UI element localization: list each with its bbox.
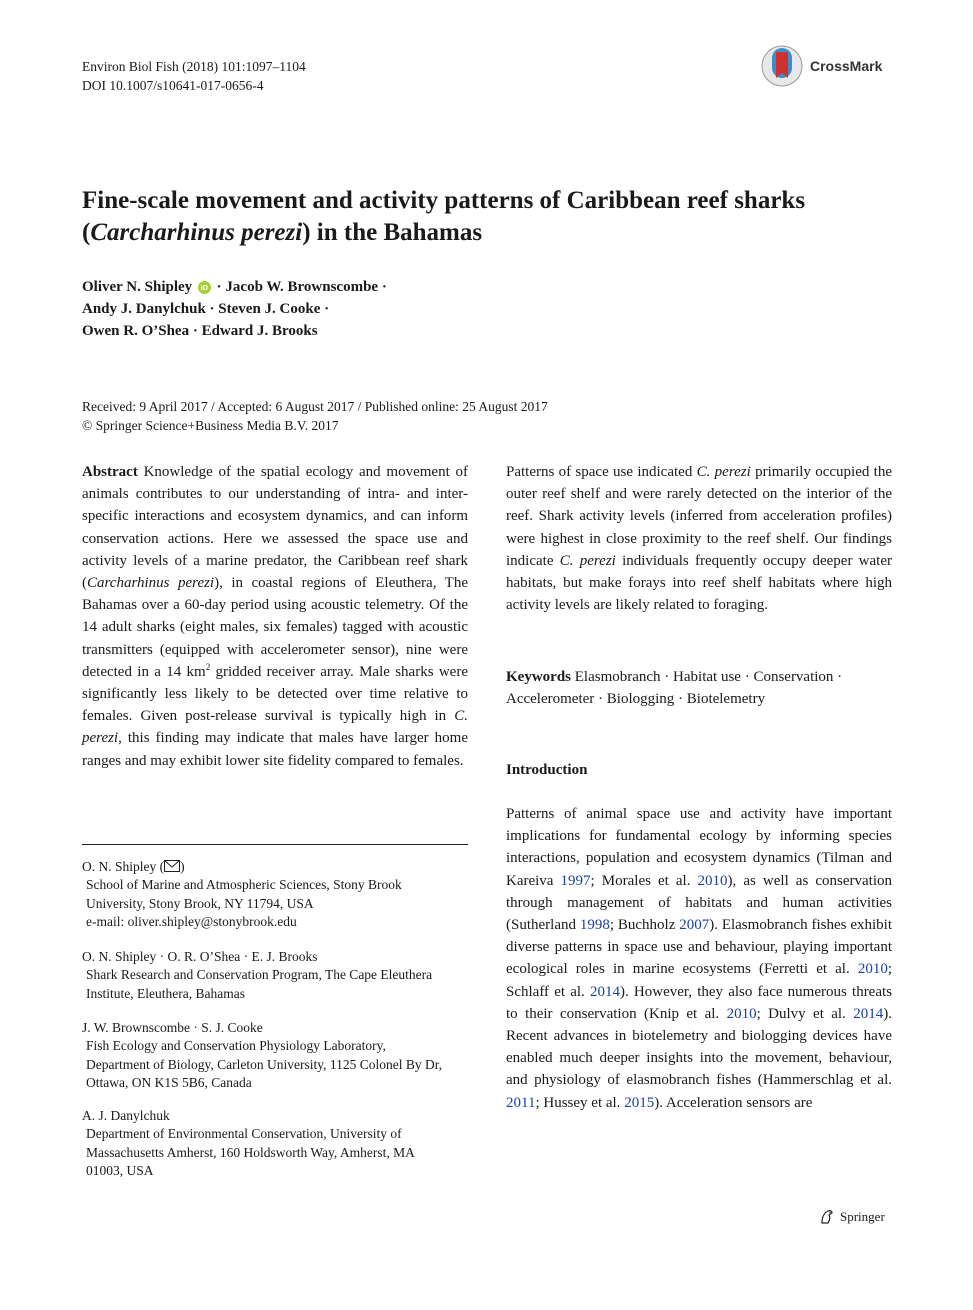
citation-link[interactable]: 2014 <box>589 983 620 1000</box>
affiliation-2: O. N. Shipley · O. R. O’Shea · E. J. Brooks Shark Research and Conservation Program, The Cape Eleuthera Institute, Eleuthera, Bahamas <box>82 949 433 1001</box>
citation-link[interactable]: 2007 <box>679 917 710 934</box>
publisher-logo <box>818 1208 885 1226</box>
section-heading-introduction: Introduction <box>506 762 588 778</box>
introduction-text: Patterns of animal space use and activity have important implications for fundamental ecology by informing species interactions, population and ecosystem dynamics (Tilman and Kareiva 1997; Morales et al. 2010), as well as conservation through management of habitats and human activities (Sutherland 1998; Buchholz 2007). Elasmobranch fishes exhibit diverse patterns in space use and behaviour, playing important ecological roles in marine ecosystems (Ferretti et al. 2010; Schlaff et al. 2014). However, they also face numerous threats to their conservation (Knip et al. 2010; Dulvy et al. 2014). Recent advances in biotelemetry and biologging devices have enabled much deeper insights into the movement, behaviour, and physiology of elasmobranch fishes (Hammerschlag et al. 2011; Hussey et al. 2015). Acceleration sensors are <box>506 806 893 1111</box>
abstract-left: Abstract Knowledge of the spatial ecology and movement of animals contributes to our understanding of intra- and inter-specific interactions and ecosystem dynamics, and can inform conservation actions. Here we assessed the space use and activity levels of a marine predator, the Caribbean reef shark (Carcharhinus perezi), in coastal regions of Eleuthera, The Bahamas over a 60-day period using acoustic telemetry. Of the 14 adult sharks (eight males, six females) tagged with acoustic transmitters (equipped with accelerometer sensor), nine were detected in a 14 $km^2$ gridded receiver array. Male sharks were significantly less likely to be detected over time relative to females. Given post-release survival is typically high in C. perezi, this finding may indicate that males have larger home ranges and may exhibit lower site fidelity compared to females. <box>82 464 468 769</box>
author-list: Oliver N. Shipley iD · Jacob W. Brownscombe · Andy J. Danylchuk · Steven J. Cooke · Owen R. O’Shea · Edward J. Brooks <box>82 279 387 339</box>
affiliation-divider <box>82 844 468 845</box>
affiliation-1: O. N. Shipley ( ) School of Marine and Atmospheric Sciences, Stony Brook University, Stony Brook, NY 11794, USA e-mail: oliver.shipley@stonybrook.edu <box>82 858 468 932</box>
citation-link[interactable]: 2011 <box>506 1094 536 1111</box>
abstract-label: Abstract <box>82 464 138 480</box>
copyright: © Springer Science+Business Media B.V. 2017 <box>82 418 339 433</box>
citation-link[interactable]: 1997 <box>560 872 591 889</box>
citation-link[interactable]: 2010 <box>857 961 888 978</box>
publisher-name: Springer <box>840 1209 885 1224</box>
citation-link[interactable]: 2015 <box>624 1094 655 1111</box>
mail-icon[interactable] <box>164 860 180 872</box>
doi-line[interactable]: DOI 10.1007/s10641-017-0656-4 <box>82 78 264 93</box>
citation-link[interactable]: 2014 <box>853 1005 884 1022</box>
affiliation-4: A. J. Danylchuk Department of Environmental Conservation, University of Massachusetts Amherst, 160 Holdsworth Way, Amherst, MA 01003, USA <box>82 1108 415 1179</box>
journal-line: Environ Biol Fish (2018) 101:1097–1104 <box>82 59 306 74</box>
publication-dates <box>82 397 548 435</box>
crossmark-icon <box>760 44 804 88</box>
affiliation-3: J. W. Brownscombe · S. J. Cooke Fish Ecology and Conservation Physiology Laboratory, Department of Biology, Carleton University, 1125 Colonel By Dr, Ottawa, ON K1S 5B6, Canada <box>82 1020 443 1091</box>
citation-link[interactable]: 1998 <box>579 917 610 934</box>
citation-link[interactable]: 2010 <box>726 1005 757 1022</box>
history-dates: Received: 9 April 2017 / Accepted: 6 August 2017 / Published online: 25 August 2017 <box>82 399 548 414</box>
article-title: Fine-scale movement and activity patterns of Caribbean reef sharks (Carcharhinus perezi) in the Bahamas <box>82 187 806 246</box>
keywords: Keywords Elasmobranch · Habitat use · Conservation · Accelerometer · Biologging · Biotelemetry <box>506 669 843 708</box>
crossmark-badge[interactable] <box>760 44 882 88</box>
abstract-right: Patterns of space use indicated C. perezi primarily occupied the outer reef shelf and were rarely detected on the interior of the reef. Shark activity levels (inferred from acceleration profiles) were highest in close proximity to the reef shelf. Our findings indicate C. perezi individuals frequently occupy deeper water habitats, but make forays into reef shelf habitats where high activity levels are likely related to foraging. <box>506 464 892 614</box>
springer-horse-icon <box>818 1208 836 1226</box>
citation-link[interactable]: 2010 <box>697 872 728 889</box>
author-shipley[interactable]: Oliver N. Shipley <box>82 279 193 295</box>
keywords-label: Keywords <box>506 669 571 685</box>
orcid-icon[interactable]: iD <box>198 281 211 294</box>
journal-citation <box>82 57 306 95</box>
author-email[interactable]: e-mail: oliver.shipley@stonybrook.edu <box>86 914 297 930</box>
crossmark-label: CrossMark <box>810 58 883 74</box>
